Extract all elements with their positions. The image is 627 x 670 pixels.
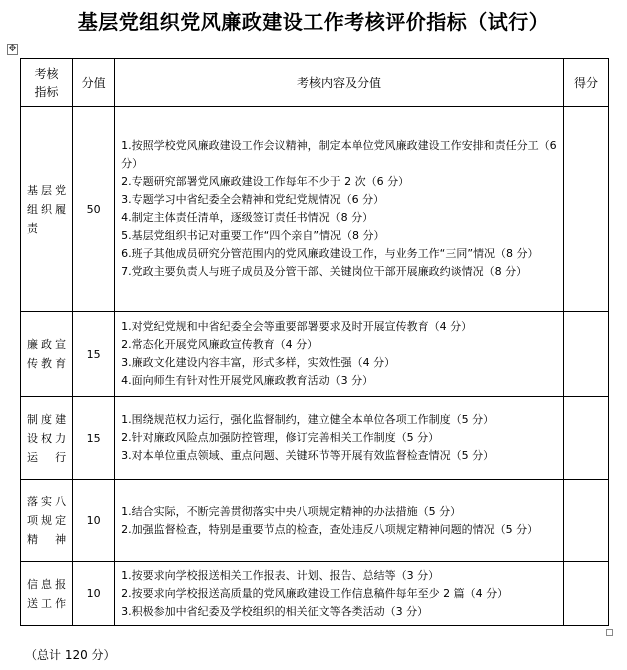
row-items	[115, 312, 564, 397]
list-item: 5.基层党组织书记对重要工作“四个亲自”情况（8 分）	[121, 229, 385, 242]
list-item: 4.制定主体责任清单，逐级签订责任书情况（8 分）	[121, 211, 374, 224]
header-indicator	[21, 59, 73, 107]
row-score: 15	[73, 397, 115, 480]
list-item: 6.班子其他成员研究分管范围内的党风廉政建设工作，与业务工作“三同”情况（8 分）	[121, 247, 539, 260]
table-row	[21, 480, 609, 562]
row-category: 信息报送工作	[21, 562, 73, 626]
list-item: 2.常态化开展党风廉政宣传教育（4 分）	[121, 338, 319, 351]
row-category: 制度建设权力运行	[21, 397, 73, 480]
row-earned[interactable]	[563, 107, 608, 312]
header-indicator-line1: 考核	[34, 66, 59, 81]
list-item: 7.党政主要负责人与班子成员及分管干部、关键岗位干部开展廉政约谈情况（8 分）	[121, 265, 528, 278]
list-item: 1.按要求向学校报送相关工作报表、计划、报告、总结等（3 分）	[121, 568, 440, 582]
evaluation-table	[20, 58, 609, 626]
row-earned[interactable]	[563, 480, 608, 562]
table-row	[21, 562, 609, 626]
row-score: 50	[73, 107, 115, 312]
row-score: 10	[73, 480, 115, 562]
list-item: 1.对党纪党规和中省纪委全会等重要部署要求及时开展宣传教育（4 分）	[121, 320, 473, 333]
list-item: 4.面向师生有针对性开展党风廉政教育活动（3 分）	[121, 374, 374, 387]
list-item: 1.结合实际，不断完善贯彻落实中央八项规定精神的办法措施（5 分）	[121, 504, 462, 518]
table-resize-handle[interactable]	[606, 629, 613, 636]
list-item: 2.针对廉政风险点加强防控管理，修订完善相关工作制度（5 分）	[121, 431, 440, 444]
row-category: 基层党组织履责	[21, 107, 73, 312]
row-items	[115, 107, 564, 312]
row-earned[interactable]	[563, 312, 608, 397]
table-move-handle-icon[interactable]: ✥	[8, 44, 17, 54]
row-earned[interactable]	[563, 397, 608, 480]
total-score-note: （总计 120 分）	[25, 648, 116, 662]
list-item: 3.对本单位重点领域、重点问题、关键环节等开展有效监督检查情况（5 分）	[121, 449, 495, 462]
list-item: 1.围绕规范权力运行，强化监督制约，建立健全本单位各项工作制度（5 分）	[121, 413, 495, 426]
row-category: 廉政宣传教育	[21, 312, 73, 397]
list-item: 1.按照学校党风廉政建设工作会议精神，制定本单位党风廉政建设工作安排和责任分工（6 分）	[121, 139, 557, 170]
document-title: 基层党组织党风廉政建设工作考核评价指标（试行）	[77, 10, 550, 34]
list-item: 2.按要求向学校报送高质量的党风廉政建设工作信息稿件每年至少 2 篇（4 分）	[121, 586, 509, 600]
header-indicator-line2: 指标	[34, 84, 59, 99]
header-score: 分值	[73, 59, 115, 107]
row-category: 落实八项规定精神	[21, 480, 73, 562]
table-header-row	[21, 59, 609, 107]
row-items	[115, 562, 564, 626]
header-content: 考核内容及分值	[115, 59, 564, 107]
row-earned[interactable]	[563, 562, 608, 626]
table-row	[21, 107, 609, 312]
list-item: 3.廉政文化建设内容丰富，形式多样，实效性强（4 分）	[121, 356, 396, 369]
header-earned: 得分	[563, 59, 608, 107]
row-score: 15	[73, 312, 115, 397]
row-items	[115, 397, 564, 480]
list-item: 3.专题学习中省纪委全会精神和党纪党规情况（6 分）	[121, 193, 385, 206]
list-item: 3.积极参加中省纪委及学校组织的相关征文等各类活动（3 分）	[121, 604, 429, 618]
row-score: 10	[73, 562, 115, 626]
row-items	[115, 480, 564, 562]
list-item: 2.专题研究部署党风廉政建设工作每年不少于 2 次（6 分）	[121, 175, 410, 188]
table-row	[21, 312, 609, 397]
table-row	[21, 397, 609, 480]
list-item: 2.加强监督检查，特别是重要节点的检查，查处违反八项规定精神问题的情况（5 分）	[121, 522, 539, 536]
